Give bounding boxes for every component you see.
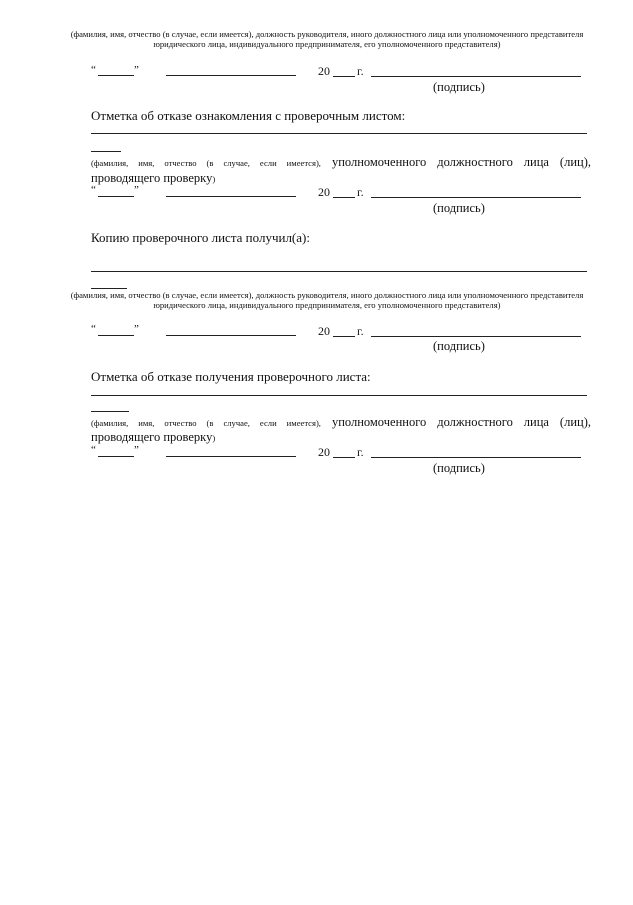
year-prefix: 20 xyxy=(318,64,330,78)
heading-copy-received: Копию проверочного листа получил(а): xyxy=(91,230,310,245)
date-open-quote: “ xyxy=(91,184,96,196)
date-day-line xyxy=(98,196,134,197)
heading-refusal-familiarize: Отметка об отказе ознакомления с проверочным листом: xyxy=(91,108,406,123)
inspector-caption-close: ) xyxy=(212,174,216,184)
signature-label: (подпись) xyxy=(433,461,485,475)
signature-line xyxy=(371,457,581,458)
date-close-quote: ” xyxy=(134,184,139,196)
name-line-continuation xyxy=(91,411,129,412)
name-line xyxy=(91,395,587,396)
year-prefix: 20 xyxy=(318,185,330,199)
date-month-line xyxy=(166,456,296,457)
date-open-quote: “ xyxy=(91,444,96,456)
date-day-line xyxy=(98,456,134,457)
year-line xyxy=(333,457,355,458)
signature-line xyxy=(371,336,581,337)
date-open-quote: “ xyxy=(91,64,96,76)
signature-label: (подпись) xyxy=(433,339,485,353)
year-suffix: г. xyxy=(357,324,364,338)
inspector-caption-large: уполномоченного должностного лица (лиц), xyxy=(331,155,591,169)
inspector-caption-close: ) xyxy=(212,433,216,443)
heading-refusal-receive: Отметка об отказе получения проверочного листа: xyxy=(91,369,371,384)
inspector-caption-line2 xyxy=(91,171,215,186)
date-day-line xyxy=(98,75,134,76)
date-close-quote: ” xyxy=(134,323,139,335)
signature-line xyxy=(371,197,581,198)
year-prefix: 20 xyxy=(318,324,330,338)
date-close-quote: ” xyxy=(134,64,139,76)
date-open-quote: “ xyxy=(91,323,96,335)
signature-line xyxy=(371,76,581,77)
year-line xyxy=(333,76,355,77)
inspector-caption-large: уполномоченного должностного лица (лиц), xyxy=(331,415,591,429)
date-close-quote: ” xyxy=(134,444,139,456)
year-line xyxy=(333,197,355,198)
date-month-line xyxy=(166,75,296,76)
signature-label: (подпись) xyxy=(433,201,485,215)
year-prefix: 20 xyxy=(318,445,330,459)
year-suffix: г. xyxy=(357,185,364,199)
inspector-caption-line1 xyxy=(91,155,591,170)
date-month-line xyxy=(166,196,296,197)
year-suffix: г. xyxy=(357,445,364,459)
representative-caption-top: (фамилия, имя, отчество (в случае, если имеется), должность руководителя, иного должностного лица или уполномоченного представителя юридического лица, индивидуального предпринимателя, его уполномоченного представителя) xyxy=(70,29,584,49)
year-line xyxy=(333,336,355,337)
date-month-line xyxy=(166,335,296,336)
year-suffix: г. xyxy=(357,64,364,78)
inspector-caption-line2 xyxy=(91,430,215,445)
name-line-continuation xyxy=(91,288,127,289)
representative-caption: (фамилия, имя, отчество (в случае, если имеется), должность руководителя, иного должностного лица или уполномоченного представителя юридического лица, индивидуального предпринимателя, его уполномоченного представителя) xyxy=(70,290,584,310)
signature-label: (подпись) xyxy=(433,80,485,94)
inspector-caption-small: (фамилия, имя, отчество (в случае, если имеется), xyxy=(91,158,321,168)
inspector-caption-small: (фамилия, имя, отчество (в случае, если имеется), xyxy=(91,418,321,428)
inspector-caption-line2-text: проводящего проверку xyxy=(91,171,213,185)
inspector-caption-line2-text: проводящего проверку xyxy=(91,430,213,444)
name-line xyxy=(91,133,587,134)
date-day-line xyxy=(98,335,134,336)
name-line-continuation xyxy=(91,151,121,152)
name-line xyxy=(91,271,587,272)
inspector-caption-line1 xyxy=(91,415,591,430)
